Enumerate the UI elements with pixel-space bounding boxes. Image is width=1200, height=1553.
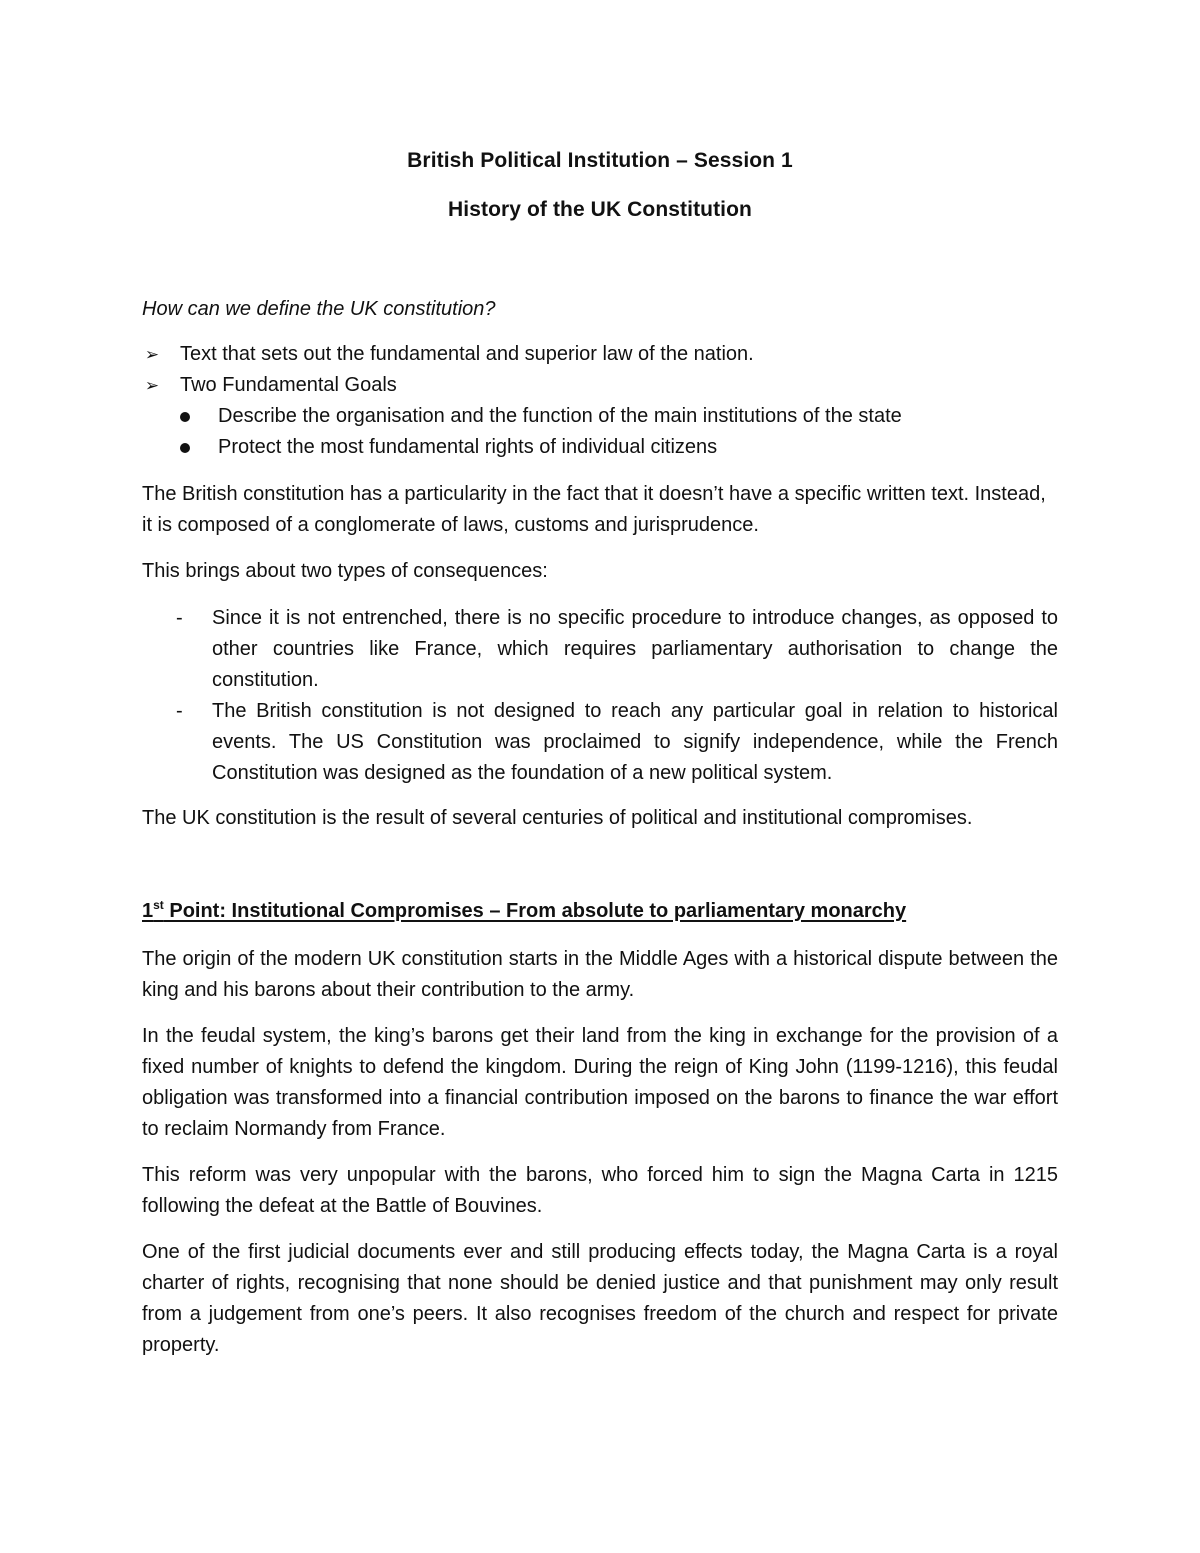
section-heading-text: Point: Institutional Compromises – From absolute to parliamentary monarchy	[163, 900, 907, 922]
arrow-bullet-icon: ➢	[144, 345, 160, 364]
goals-list	[180, 401, 1058, 463]
paragraph-magna-carta: One of the first judicial documents ever and still producing effects today, the Magna Carta is a royal charter of rights, recognising that none should be denied justice and that punishment may only result from a judgement from one’s peers. It also recognises freedom of the church and respect for private property.	[142, 1241, 1058, 1356]
bullet-dot-icon	[180, 412, 190, 422]
dash-bullet-icon: -	[176, 607, 183, 629]
arrow-bullet-icon: ➢	[144, 376, 160, 395]
definition-list	[142, 339, 1058, 463]
list-item-text: Describe the organisation and the function of the main institutions of the state	[218, 405, 902, 427]
definition-question: How can we define the UK constitution?	[142, 298, 496, 320]
list-item-text: The British constitution is not designed to reach any particular goal in relation to historical events. The US Constitution was proclaimed to signify independence, while the French Constitution was designed as the foundation of a new political system.	[212, 700, 1058, 784]
paragraph-compromises: The UK constitution is the result of several centuries of political and institutional compromises.	[142, 807, 973, 829]
paragraph-consequences-intro: This brings about two types of consequences:	[142, 560, 548, 582]
list-item	[142, 370, 1058, 463]
section-heading	[142, 896, 1058, 927]
list-item	[142, 339, 1058, 370]
document-title: British Political Institution – Session 1	[407, 149, 793, 172]
list-item	[142, 603, 1058, 696]
consequences-list	[142, 603, 1058, 789]
section-number: 1	[142, 900, 154, 922]
list-item	[180, 401, 1058, 432]
list-item-text: Two Fundamental Goals	[180, 374, 397, 396]
paragraph-origin: The origin of the modern UK constitution starts in the Middle Ages with a historical dispute between the king and his barons about their contribution to the army.	[142, 948, 1058, 1001]
list-item	[180, 432, 1058, 463]
list-item	[142, 696, 1058, 789]
list-item-text: Text that sets out the fundamental and superior law of the nation.	[180, 343, 754, 365]
dash-bullet-icon: -	[176, 700, 183, 722]
bullet-dot-icon	[180, 443, 190, 453]
document-subtitle: History of the UK Constitution	[448, 198, 752, 221]
ordinal-suffix: st	[153, 898, 164, 912]
paragraph-reform: This reform was very unpopular with the barons, who forced him to sign the Magna Carta in 1215 following the defeat at the Battle of Bouvines.	[142, 1164, 1058, 1217]
paragraph-feudal-system: In the feudal system, the king’s barons get their land from the king in exchange for the provision of a fixed number of knights to defend the kingdom. During the reign of King John (1199-1216), this feudal obligation was transformed into a financial contribution imposed on the barons to finance the war effort to reclaim Normandy from France.	[142, 1025, 1058, 1140]
list-item-text: Since it is not entrenched, there is no specific procedure to introduce changes, as opposed to other countries like France, which requires parliamentary authorisation to change the constitution.	[212, 607, 1058, 691]
paragraph-particularity: The British constitution has a particularity in the fact that it doesn’t have a specific written text. Instead, it is composed of a conglomerate of laws, customs and jurisprudence.	[142, 483, 1046, 536]
list-item-text: Protect the most fundamental rights of individual citizens	[218, 436, 718, 458]
